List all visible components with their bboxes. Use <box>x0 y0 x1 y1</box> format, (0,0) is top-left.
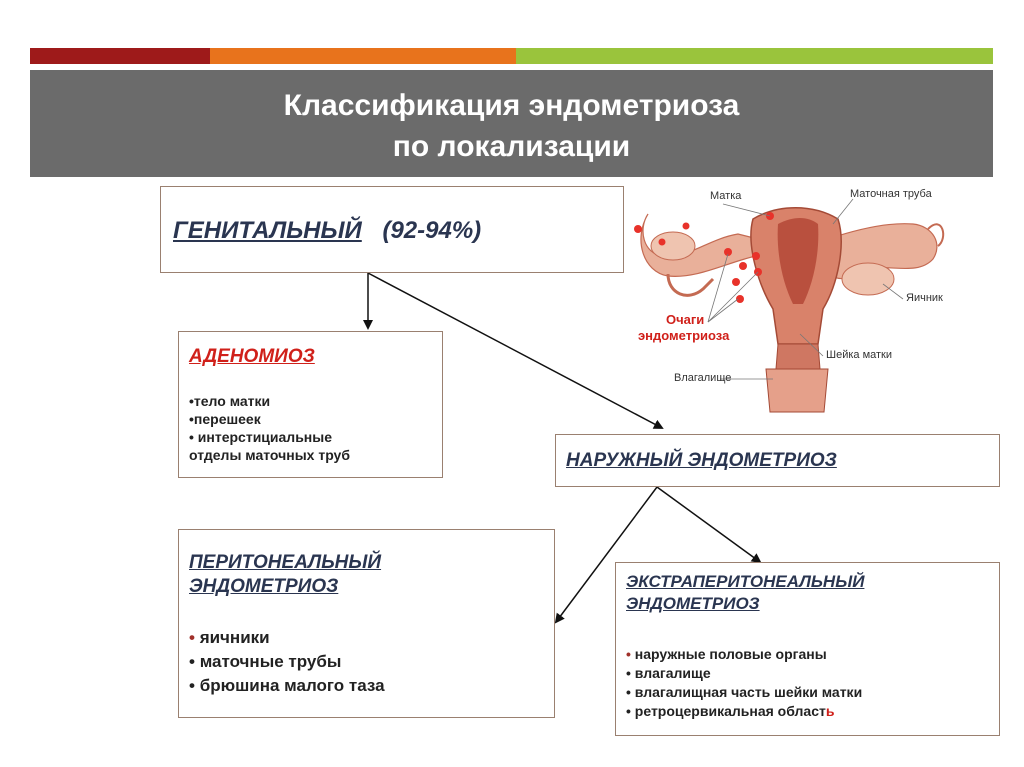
label-vagina: Влагалище <box>674 372 732 384</box>
label-ovary: Яичник <box>906 292 943 304</box>
peritoneal-box <box>178 529 555 718</box>
extraperitoneal-title-line1: ЭКСТРАПЕРИТОНЕАЛЬНЫЙ <box>626 572 865 591</box>
bullet-icon: • <box>189 676 195 695</box>
arrow-external-to-extraperitoneal <box>657 487 760 562</box>
bullet-icon: • <box>626 646 631 662</box>
uterus-illustration <box>628 184 958 414</box>
bullet-icon: • <box>189 628 195 647</box>
label-cervix: Шейка матки <box>826 349 893 361</box>
list-item: • ретроцервикальная область <box>626 703 835 719</box>
list-item: • влагалище <box>626 665 711 681</box>
list-item: • наружные половые органы <box>626 646 827 662</box>
peritoneal-title-line2: ЭНДОМЕТРИОЗ <box>189 576 339 597</box>
peritoneal-title-line1: ПЕРИТОНЕАЛЬНЫЙ <box>189 552 382 573</box>
list-item: отделы маточных труб <box>189 447 350 463</box>
list-item: • брюшина малого таза <box>189 676 385 695</box>
adenomyosis-title: АДЕНОМИОЗ <box>189 346 315 367</box>
list-item: •тело матки <box>189 393 271 409</box>
external-title: НАРУЖНЫЙ ЭНДОМЕТРИОЗ <box>566 450 837 471</box>
extraperitoneal-box <box>615 562 1000 736</box>
extraperitoneal-title-line2: ЭНДОМЕТРИОЗ <box>626 594 760 613</box>
list-item: • влагалищная часть шейки матки <box>626 684 863 700</box>
label-foci-line1: Очаги <box>666 312 705 327</box>
adenomyosis-list <box>189 392 350 464</box>
header-title-line1: Классификация эндометриоза <box>283 89 740 122</box>
bullet-icon: • <box>626 703 631 719</box>
bullet-icon: • <box>189 652 195 671</box>
list-item: •перешеек <box>189 411 261 427</box>
genital-title: ГЕНИТАЛЬНЫЙ <box>173 217 362 244</box>
bullet-icon: • <box>626 684 631 700</box>
label-tube: Маточная труба <box>850 188 932 200</box>
list-item: • маточные трубы <box>189 652 342 671</box>
header-title-line2: по локализации <box>392 130 631 163</box>
list-item: • яичники <box>189 628 270 647</box>
list-item: • интерстициальные <box>189 429 332 445</box>
extraperitoneal-list <box>626 645 862 721</box>
genital-box <box>160 186 624 273</box>
label-uterus: Матка <box>710 190 742 202</box>
peritoneal-list <box>189 626 385 698</box>
genital-percent: (92-94%) <box>375 217 482 244</box>
external-box <box>555 434 1000 487</box>
label-foci-line2: эндометриоза <box>638 328 730 343</box>
bullet-icon: • <box>626 665 631 681</box>
adenomyosis-box <box>178 331 443 478</box>
